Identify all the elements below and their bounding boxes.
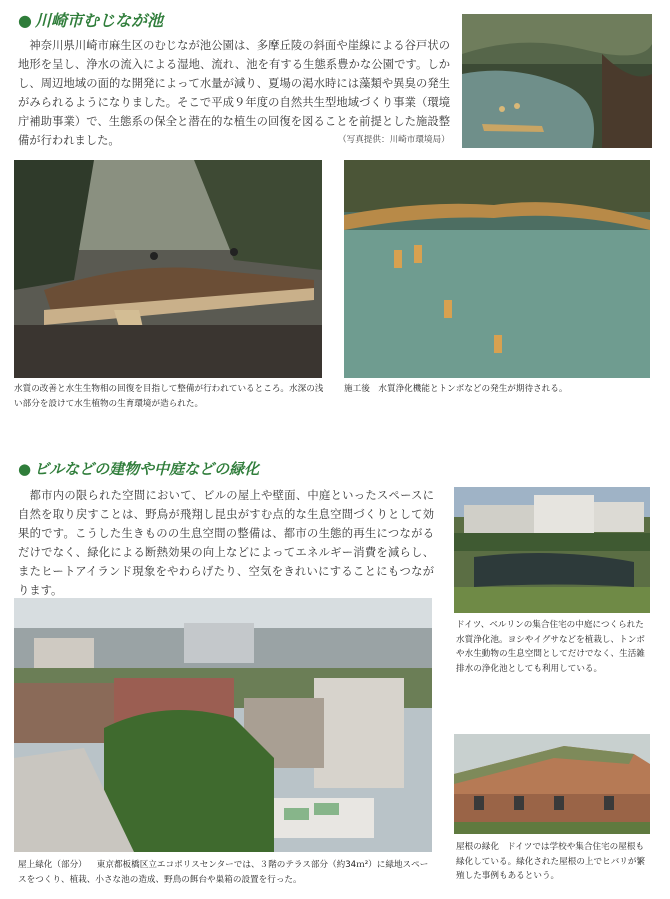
section2-title: ビルなどの建物や中庭などの緑化 [34, 460, 260, 478]
caption-german-roof [456, 840, 652, 884]
caption-rooftop-text: 東京都板橋区立エコポリスセンターでは、３階のテラス部分（約34ｍ²）に緑地スペースをつくり、植栽、小さな池の造成、野鳥の餌台や巣箱の設置を行った。 [18, 860, 429, 885]
caption-rooftop [18, 858, 436, 887]
photo-after-construction [344, 160, 650, 378]
caption-german-roof-label: 屋根の緑化 [456, 842, 499, 852]
bullet-dot-icon: ● [18, 11, 32, 30]
bullet-dot-icon: ● [18, 460, 32, 478]
caption-berlin: ドイツ、ベルリンの集合住宅の中庭につくられた水質浄化池。ヨシやイグサなどを植栽し、トンボや水生動物の生息空間としてだけでなく、生活雑排水の浄化池としても利用している。 [456, 620, 645, 674]
section1-paragraph: 神奈川県川崎市麻生区のむじなが池公園は、多摩丘陵の斜面や崖線による谷戸状の地形を呈し、浄水の流入による湿地、流れ、池を有する生態系豊かな公園です。しかし、周辺地域の面的な開発によって水量が減り、夏場の渇水時には藻類や異臭の発生がみられるようになりました。そこで平成９年度の自然共生型地域づくり事業（環境庁補助事業）で、生態系の保全と潜在的な植生の回復を図ることを前提とした施設整備が行われました。 [18, 39, 450, 147]
photo-pond-overview [462, 14, 652, 148]
section2-heading [18, 458, 259, 479]
caption-german-roof-text: ドイツでは学校や集合住宅の屋根も緑化している。緑化された屋根の上でヒバリが繁殖した事例もあるという。 [456, 842, 646, 881]
caption-construction: 水質の改善と水生生物相の回復を目指して整備が行われているところ。水深の浅い部分を設けて水生植物の生育環境が造られた。 [14, 384, 324, 409]
section1-heading [18, 8, 163, 31]
caption-after-construction: 施工後 水質浄化機能とトンボなどの発生が期待される。 [344, 384, 568, 394]
caption-rooftop-label: 屋上緑化（部分） [18, 860, 87, 870]
photo-construction [14, 160, 322, 378]
section2-paragraph: 都市内の限られた空間において、ビルの屋上や壁面、中庭といったスペースに自然を取り戻すことは、野鳥が飛翔し昆虫がすむ点的な生息空間づくりとして効果的です。こうした生きものの生息空間の整備は、都市の生態的再生につながるだけでなく、緑化による断熱効果の向上などによってエネルギー消費を減らし、またヒートアイランド現象をやわらげたり、空気をきれいにすることにもつながります。 [18, 489, 434, 597]
photo-rooftop-greening [14, 598, 432, 852]
photo-credit: （写真提供：川崎市環境局） [338, 135, 450, 145]
photo-german-roof-greening [454, 734, 650, 834]
section1-title: 川崎市むじなが池 [34, 11, 163, 30]
photo-berlin-courtyard [454, 487, 650, 613]
